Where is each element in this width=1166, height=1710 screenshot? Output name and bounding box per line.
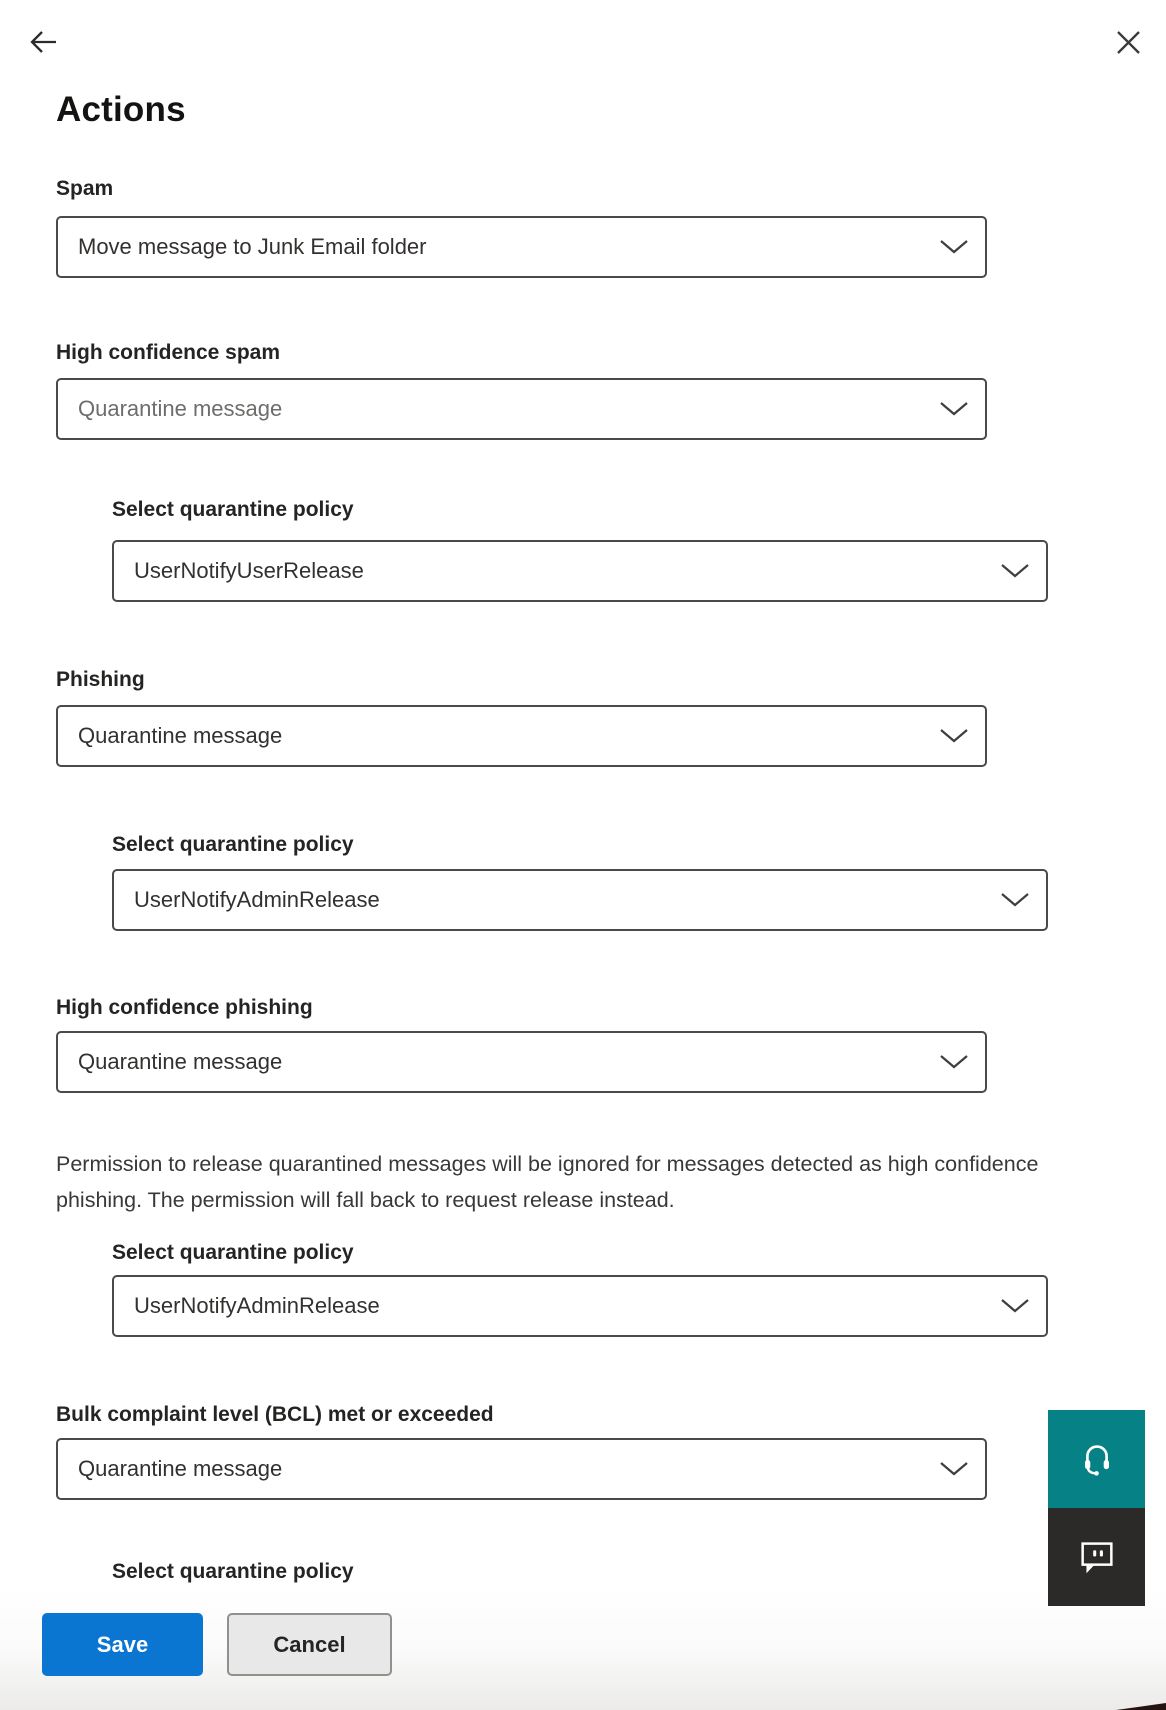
- chevron-down-icon: [939, 1054, 969, 1070]
- high-confidence-spam-dropdown[interactable]: [56, 378, 987, 440]
- high-confidence-phishing-dropdown[interactable]: [56, 1031, 987, 1093]
- chevron-down-icon: [1000, 892, 1030, 908]
- spam-label: Spam: [56, 177, 114, 200]
- phishing-dropdown-value: Quarantine message: [78, 723, 283, 748]
- high-confidence-spam-dropdown-value: Quarantine message: [78, 396, 283, 421]
- quarantine-policy-label-spam: Select quarantine policy: [112, 498, 354, 521]
- cancel-button[interactable]: Cancel: [227, 1613, 392, 1676]
- feedback-bubble-icon: [1075, 1535, 1119, 1579]
- quarantine-policy-dropdown-phishing[interactable]: [112, 869, 1048, 931]
- spam-dropdown-value: Move message to Junk Email folder: [78, 234, 427, 259]
- quarantine-policy-dropdown-spam[interactable]: [112, 540, 1048, 602]
- feedback-button[interactable]: [1048, 1508, 1145, 1606]
- chevron-down-icon: [939, 401, 969, 417]
- back-arrow-icon: [26, 48, 62, 63]
- quarantine-policy-dropdown-spam-value: UserNotifyUserRelease: [134, 558, 364, 583]
- close-button[interactable]: [1111, 25, 1146, 60]
- back-button[interactable]: [26, 24, 62, 60]
- quarantine-policy-dropdown-hc-phishing-value: UserNotifyAdminRelease: [134, 1293, 380, 1318]
- bcl-label: Bulk complaint level (BCL) met or exceeded: [56, 1403, 494, 1426]
- phishing-dropdown[interactable]: [56, 705, 987, 767]
- high-confidence-phishing-label: High confidence phishing: [56, 996, 313, 1019]
- chevron-down-icon: [939, 728, 969, 744]
- footer-bar: [0, 1584, 1166, 1710]
- quarantine-policy-dropdown-phishing-value: UserNotifyAdminRelease: [134, 887, 380, 912]
- save-button[interactable]: Save: [42, 1613, 203, 1676]
- bcl-dropdown[interactable]: [56, 1438, 987, 1500]
- high-confidence-phishing-dropdown-value: Quarantine message: [78, 1049, 283, 1074]
- close-icon: [1111, 48, 1146, 63]
- bcl-dropdown-value: Quarantine message: [78, 1456, 283, 1481]
- quarantine-policy-label-bcl-truncated: Select quarantine policy: [112, 1560, 354, 1583]
- spam-dropdown[interactable]: [56, 216, 987, 278]
- phishing-label: Phishing: [56, 668, 145, 691]
- chevron-down-icon: [939, 239, 969, 255]
- quarantine-policy-label-phishing: Select quarantine policy: [112, 833, 354, 856]
- chevron-down-icon: [1000, 1298, 1030, 1314]
- quarantine-policy-label-hc-phishing: Select quarantine policy: [112, 1241, 354, 1264]
- quarantine-policy-dropdown-hc-phishing[interactable]: [112, 1275, 1048, 1337]
- chevron-down-icon: [939, 1461, 969, 1477]
- support-button[interactable]: [1048, 1410, 1145, 1508]
- high-confidence-phishing-note: Permission to release quarantined messages will be ignored for messages detected as high confidence phishing. The permission will fall back to request release instead.: [56, 1152, 1039, 1212]
- chevron-down-icon: [1000, 563, 1030, 579]
- page-title: Actions: [56, 90, 186, 129]
- high-confidence-spam-label: High confidence spam: [56, 341, 281, 364]
- headset-icon: [1074, 1436, 1120, 1482]
